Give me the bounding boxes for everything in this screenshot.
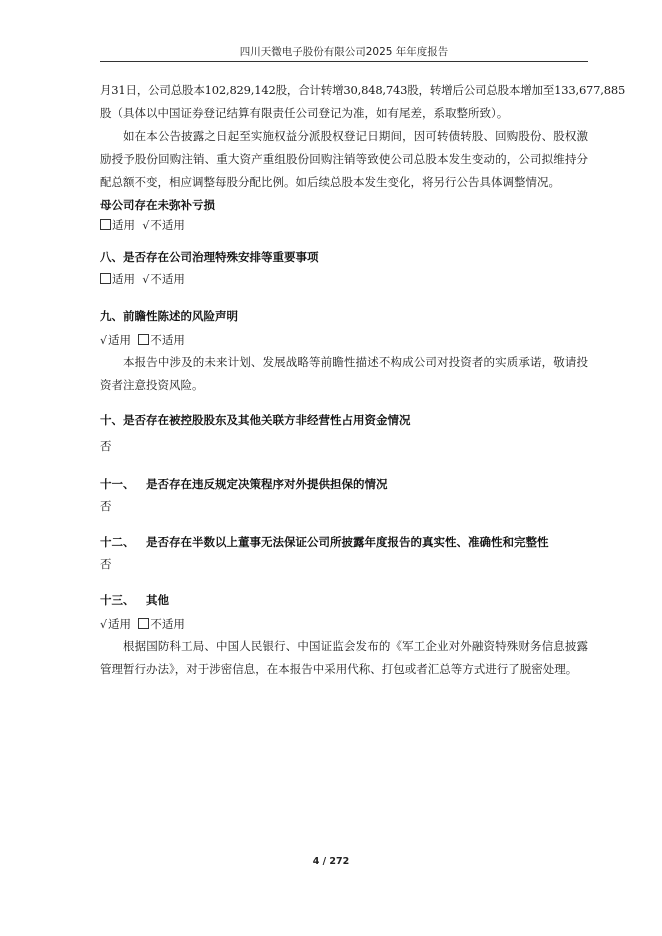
section-13-title-text: 其他 — [146, 593, 169, 607]
option-not-applicable-label: 不适用 — [150, 617, 185, 631]
section-loss-options — [100, 215, 588, 236]
intro-paragraph-2: 如在本公告披露之日起至实施权益分派股权登记日期间，因可转债转股、回购股份、股权激励授予股份回购注销、重大资产重组股份回购注销等致使公司总股本发生变动的，公司拟维持分配总额不变，相应调整每股分配比例。如后续总股本发生变化，将另行公告具体调整情况。 — [100, 129, 588, 189]
option-applicable-label: 适用 — [108, 617, 132, 631]
section-9-options — [100, 330, 588, 351]
option-not-applicable-label: 不适用 — [150, 218, 185, 232]
option-applicable-label: 适用 — [112, 218, 135, 232]
intro-line-2: 股（具体以中国证券登记结算有限责任公司登记为准，如有尾差，系取整所致）。 — [100, 106, 509, 120]
option-not-applicable-label: 不适用 — [150, 333, 185, 347]
checkmark-icon: √ — [142, 273, 150, 286]
checkmark-icon: √ — [100, 334, 108, 347]
section-10-title: 十、是否存在被控股股东及其他关联方非经营性占用资金情况 — [100, 413, 411, 427]
section-11-number: 十一、 — [100, 477, 135, 491]
section-10-answer: 否 — [100, 439, 112, 453]
section-13-options — [100, 614, 588, 635]
unchecked-box-icon — [138, 334, 149, 345]
option-applicable-label: 适用 — [112, 272, 135, 286]
section-11-answer: 否 — [100, 499, 112, 513]
section-12-number: 十二、 — [100, 535, 135, 549]
section-13-text: 根据国防科工局、中国人民银行、中国证监会发布的《军工企业对外融资特殊财务信息披露管理暂行办法》，对于涉密信息，在本报告中采用代称、打包或者汇总等方式进行了脱密处理。 — [100, 639, 588, 676]
intro-line-1: 月31日，公司总股本102,829,142股，合计转增30,848,743股，转增后公司总股本增加至133,677,885 — [100, 83, 626, 97]
section-8-title: 八、是否存在公司治理特殊安排等重要事项 — [100, 250, 319, 264]
checkmark-icon: √ — [100, 618, 108, 631]
page-content — [100, 79, 626, 681]
option-applicable-label: 适用 — [108, 333, 132, 347]
unchecked-box-icon — [100, 273, 111, 284]
section-13-title — [100, 589, 588, 611]
section-loss-title: 母公司存在未弥补亏损 — [100, 198, 215, 212]
page-number: 4 / 272 — [312, 856, 350, 867]
section-13-number: 十三、 — [100, 593, 135, 607]
header-divider — [100, 61, 588, 62]
section-12-title — [100, 531, 588, 553]
checkmark-icon: √ — [142, 219, 150, 232]
page-header: 四川天微电子股份有限公司2025 年年度报告 — [239, 46, 449, 58]
unchecked-box-icon — [100, 219, 111, 230]
section-12-answer: 否 — [100, 557, 112, 571]
option-not-applicable-label: 不适用 — [150, 272, 185, 286]
section-9-title: 九、前瞻性陈述的风险声明 — [100, 309, 238, 323]
unchecked-box-icon — [138, 618, 149, 629]
section-8-options — [100, 269, 588, 290]
section-12-title-text: 是否存在半数以上董事无法保证公司所披露年度报告的真实性、准确性和完整性 — [146, 535, 549, 549]
section-11-title-text: 是否存在违反规定决策程序对外提供担保的情况 — [146, 477, 388, 491]
section-11-title — [100, 473, 588, 495]
section-9-text: 本报告中涉及的未来计划、发展战略等前瞻性描述不构成公司对投资者的实质承诺，敬请投资者注意投资风险。 — [100, 355, 588, 392]
